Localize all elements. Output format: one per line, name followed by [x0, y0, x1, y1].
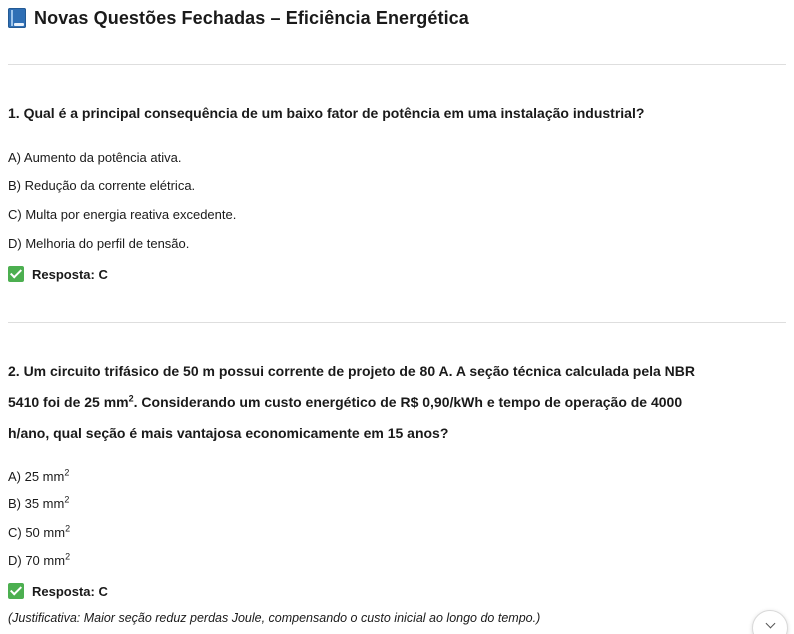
question-2-text-line-2a: 5410 foi de 25 mm [8, 394, 129, 410]
question-2-text [8, 356, 780, 449]
question-2-option-d-sup: 2 [65, 551, 71, 562]
question-1-option-a: A) Aumento da potência ativa. [8, 150, 182, 165]
question-2-option-d-label: D) 70 mm [8, 553, 66, 568]
question-1-answer [8, 264, 108, 284]
question-2-answer-text: Resposta: C [32, 583, 108, 599]
question-2-text-line-3: h/ano, qual seção é mais vantajosa economicamente em 15 anos? [8, 425, 449, 441]
question-1-answer-text: Resposta: C [32, 266, 108, 282]
question-2-text-line-1: 2. Um circuito trifásico de 50 m possui corrente de projeto de 80 A. A seção técnica calculada pela NBR [8, 363, 696, 379]
page-title-text: Novas Questões Fechadas – Eficiência Energética [34, 7, 469, 28]
question-2-option-c-sup: 2 [65, 523, 71, 534]
question-2-option-b-label: B) 35 mm [8, 496, 65, 511]
question-2-justification: (Justificativa: Maior seção reduz perdas Joule, compensando o custo inicial ao longo do tempo.) [8, 611, 541, 625]
question-2-option-b [8, 495, 69, 513]
question-2-option-c-label: C) 50 mm [8, 525, 66, 540]
divider [8, 64, 786, 65]
question-2-option-b-sup: 2 [64, 494, 70, 505]
question-2-answer [8, 581, 108, 601]
chevron-down-icon [765, 619, 775, 629]
page-title [8, 4, 469, 32]
book-icon [8, 8, 26, 28]
divider [8, 322, 786, 323]
check-mark-icon [8, 266, 24, 282]
question-2-text-superscript: 2 [128, 393, 134, 404]
scroll-down-button[interactable] [752, 610, 788, 634]
check-mark-icon [8, 583, 24, 599]
question-2-option-a-sup: 2 [64, 467, 70, 478]
question-1-option-c: C) Multa por energia reativa excedente. [8, 207, 237, 222]
question-2-option-a-label: A) 25 mm [8, 469, 65, 484]
question-2-option-d [8, 552, 70, 570]
question-1-option-b: B) Redução da corrente elétrica. [8, 178, 196, 193]
question-1-option-d: D) Melhoria do perfil de tensão. [8, 236, 190, 251]
question-1-text: 1. Qual é a principal consequência de um baixo fator de potência em uma instalação industrial? [8, 105, 645, 121]
question-2-text-line-2b: . Considerando um custo energético de R$ 0,90/kWh e tempo de operação de 4000 [133, 394, 683, 410]
question-2-option-a [8, 468, 69, 486]
question-2-option-c [8, 524, 70, 542]
